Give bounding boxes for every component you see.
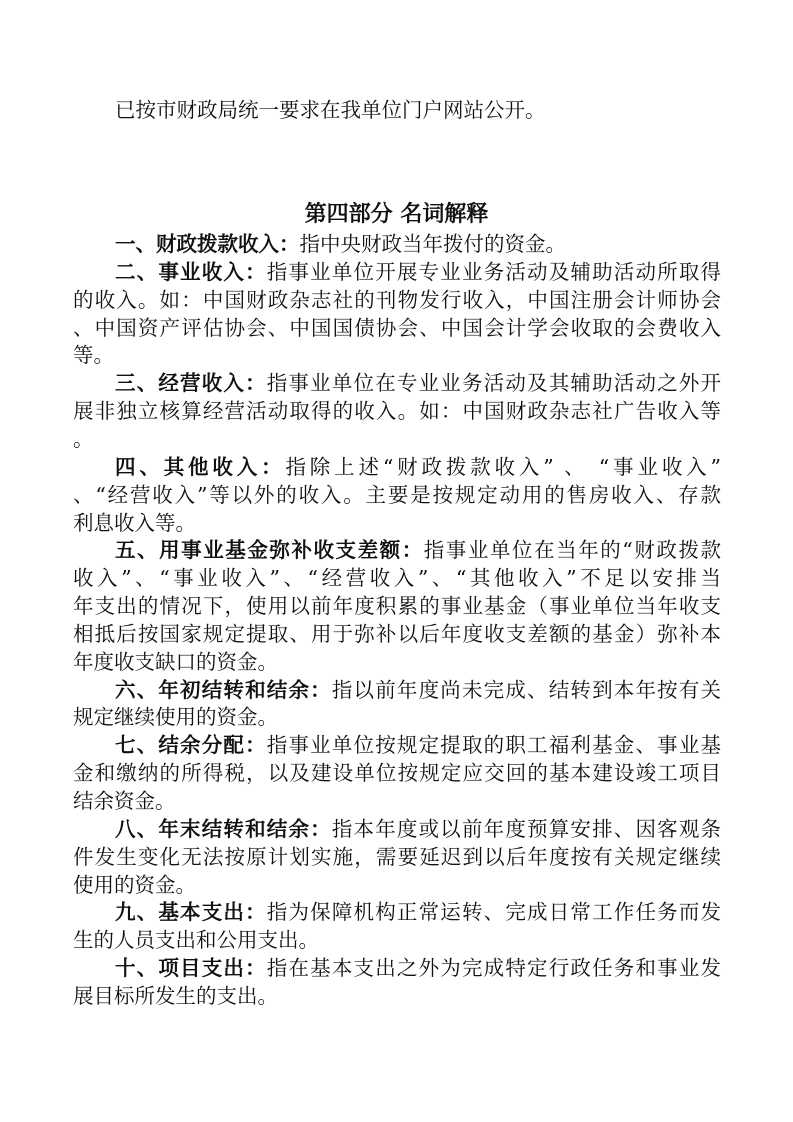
glossary-definition-text: 使用的资金。 bbox=[73, 872, 196, 897]
glossary-entry-first-line bbox=[115, 369, 721, 397]
glossary-term: 一、财政拨款收入： bbox=[115, 232, 300, 256]
glossary-definition-text: 指以前年度尚未完成、结转到本年按有关 bbox=[331, 677, 722, 702]
glossary-entry-first-line bbox=[115, 536, 721, 564]
glossary-definition-text: 指事业单位开展专业业务活动及辅助活动所取得 bbox=[266, 259, 721, 284]
glossary-term: 五、用事业基金弥补收支差额： bbox=[115, 538, 424, 563]
glossary-entry-line bbox=[73, 341, 721, 369]
glossary-entry-line bbox=[73, 648, 721, 676]
glossary-term: 十、项目支出： bbox=[115, 956, 267, 981]
glossary-definition-text: 指除上述“财政拨款收入” 、 “事业收入” bbox=[285, 454, 722, 479]
glossary-term: 七、结余分配： bbox=[115, 733, 267, 758]
glossary-definition-text: 件发生变化无法按原计划实施，需要延迟到以后年度按有关规定继续 bbox=[73, 844, 721, 869]
glossary-term: 四、其他收入： bbox=[115, 454, 286, 479]
section-heading: 第四部分 名词解释 bbox=[304, 201, 489, 227]
glossary-entry-line bbox=[73, 843, 721, 871]
glossary-entry-first-line bbox=[115, 954, 721, 982]
glossary-definition-text: 、中国资产评估协会、中国国债协会、中国会计学会收取的会费收入 bbox=[73, 315, 721, 340]
glossary-definition-text: 指为保障机构正常运转、完成日常工作任务而发 bbox=[266, 900, 721, 925]
glossary-definition-text: 生的人员支出和公用支出。 bbox=[73, 928, 319, 953]
glossary-entry-first-line bbox=[115, 258, 721, 286]
glossary-entry-first-line bbox=[115, 731, 721, 759]
glossary-definition-text: 指本年度或以前年度预算安排、因客观条 bbox=[331, 816, 722, 841]
glossary-entry-line bbox=[73, 620, 721, 648]
glossary-definition-text: 。 bbox=[73, 426, 94, 451]
glossary-definition-text: 展目标所发生的支出。 bbox=[73, 983, 278, 1008]
glossary-term: 二、事业收入： bbox=[115, 259, 267, 284]
glossary-term: 三、经营收入： bbox=[115, 371, 267, 396]
glossary-entry-line bbox=[73, 759, 721, 787]
glossary-term: 六、年初结转和结余： bbox=[115, 677, 332, 702]
glossary-entry-first-line bbox=[115, 453, 721, 481]
glossary-definition-text: 年度收支缺口的资金。 bbox=[73, 649, 278, 674]
glossary-entry-line bbox=[73, 564, 721, 592]
glossary-term: 九、基本支出： bbox=[115, 900, 267, 925]
glossary-definition-text: 指在基本支出之外为完成特定行政任务和事业发 bbox=[266, 956, 721, 981]
glossary-entry-first-line bbox=[115, 676, 721, 704]
glossary-entry-line bbox=[73, 871, 721, 899]
glossary-definition-text: 相抵后按国家规定提取、用于弥补以后年度收支差额的基金）弥补本 bbox=[73, 621, 721, 646]
glossary-definition-text: 等。 bbox=[73, 343, 114, 368]
glossary-entry-line bbox=[73, 703, 721, 731]
glossary-definition-text: 指中央财政当年拨付的资金。 bbox=[299, 232, 566, 256]
glossary-entry-line bbox=[73, 314, 721, 342]
glossary-entry-line bbox=[73, 286, 721, 314]
glossary-definition-text: 、“经营收入”等以外的收入。主要是按规定动用的售房收入、存款 bbox=[73, 482, 721, 507]
glossary-definition-text: 年支出的情况下，使用以前年度积累的事业基金（事业单位当年收支 bbox=[73, 594, 721, 619]
glossary-entry-line bbox=[73, 425, 721, 453]
glossary-definition-text: 金和缴纳的所得税，以及建设单位按规定应交回的基本建设竣工项目 bbox=[73, 761, 721, 786]
glossary-entry-line bbox=[73, 787, 721, 815]
glossary-definition-text: 展非独立核算经营活动取得的收入。如：中国财政杂志社广告收入等 bbox=[73, 399, 721, 424]
glossary-definition-text: 的收入。如：中国财政杂志社的刊物发行收入，中国注册会计师协会 bbox=[73, 287, 721, 312]
glossary-definition-text: 结余资金。 bbox=[73, 789, 176, 813]
glossary-entry-line bbox=[73, 481, 721, 509]
glossary-definition-text: 利息收入等。 bbox=[73, 510, 196, 535]
glossary-entry-first-line bbox=[115, 898, 721, 926]
glossary-definition-text: 指事业单位在专业业务活动及其辅助活动之外开 bbox=[266, 371, 721, 396]
glossary-entry-line bbox=[73, 926, 721, 954]
glossary-definition-text: 指事业单位按规定提取的职工福利基金、事业基 bbox=[266, 733, 721, 758]
glossary-entry-first-line bbox=[115, 230, 721, 258]
glossary-definition-text: 收入”、“事业收入”、“经营收入”、“其他收入”不足以安排当 bbox=[73, 566, 721, 591]
glossary-entry-line bbox=[73, 592, 721, 620]
glossary-entry-line bbox=[73, 509, 721, 537]
intro-paragraph: 已按市财政局统一要求在我单位门户网站公开。 bbox=[115, 98, 546, 122]
glossary-definition-text: 指事业单位在当年的“财政拨款 bbox=[423, 538, 722, 563]
glossary-definition-text: 规定继续使用的资金。 bbox=[73, 705, 278, 730]
glossary-term: 八、年末结转和结余： bbox=[115, 816, 332, 841]
glossary-entry-line bbox=[73, 982, 721, 1010]
glossary-entry-first-line bbox=[115, 815, 721, 843]
glossary-entry-line bbox=[73, 397, 721, 425]
